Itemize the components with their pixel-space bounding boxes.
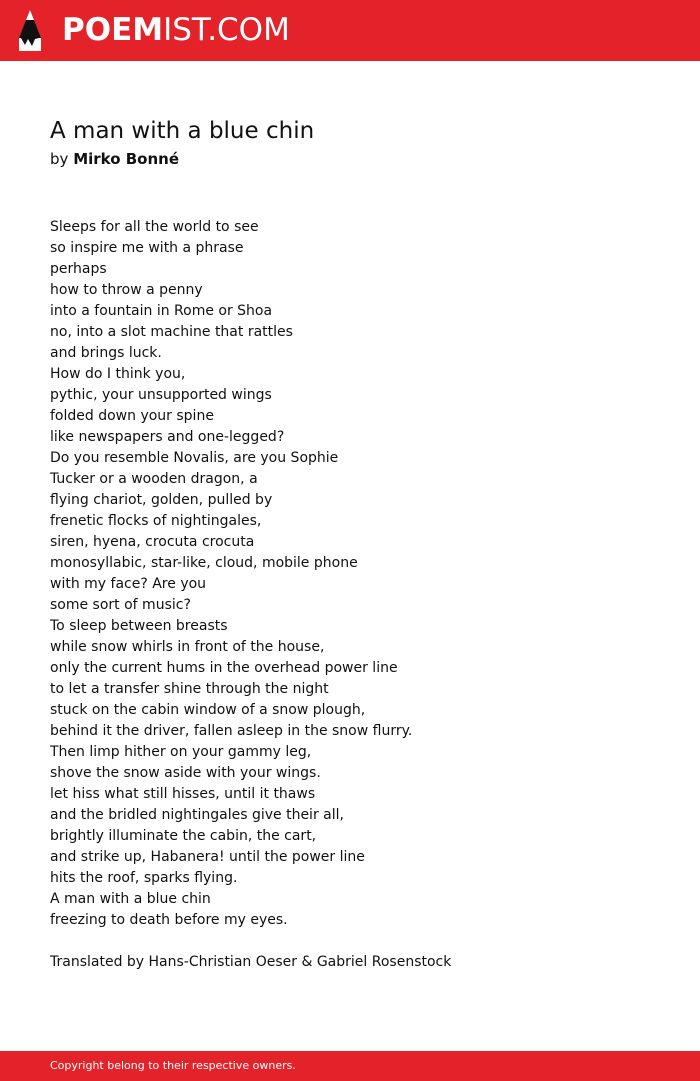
poem-line: and the bridled nightingales give their all,: [50, 807, 344, 823]
poem-line: Then limp hither on your gammy leg,: [50, 744, 312, 760]
poem-line: frenetic flocks of nightingales,: [50, 513, 262, 529]
poem-line: like newspapers and one-legged?: [50, 429, 285, 445]
poem-line: Do you resemble Novalis, are you Sophie: [50, 450, 339, 466]
poem-line: monosyllabic, star-like, cloud, mobile phone: [50, 555, 358, 571]
author-name: Mirko Bonné: [73, 150, 180, 168]
poem-line: brightly illuminate the cabin, the cart,: [50, 828, 317, 844]
poem-line: folded down your spine: [50, 408, 214, 424]
site-logo[interactable]: [62, 11, 290, 49]
poem-line: freezing to death before my eyes.: [50, 912, 288, 928]
poem-line: A man with a blue chin: [50, 891, 211, 907]
poem-line: flying chariot, golden, pulled by: [50, 492, 273, 508]
copyright-notice: Copyright belong to their respective owners.: [50, 1059, 296, 1072]
poem-line: Sleeps for all the world to see: [50, 219, 259, 235]
poem-line: some sort of music?: [50, 597, 191, 613]
poem-line: perhaps: [50, 261, 107, 277]
byline-prefix: by: [50, 150, 69, 168]
poem-body: [50, 217, 670, 931]
poem-line: no, into a slot machine that rattles: [50, 324, 293, 340]
poem-title: A man with a blue chin: [50, 118, 315, 144]
translator-credit: Translated by Hans-Christian Oeser & Gabriel Rosenstock: [50, 954, 452, 970]
poem-line: only the current hums in the overhead power line: [50, 660, 398, 676]
poem-line: shove the snow aside with your wings.: [50, 765, 321, 781]
poem-line: so inspire me with a phrase: [50, 240, 244, 256]
logo-light-text: IST.COM: [163, 12, 290, 48]
poem-line: siren, hyena, crocuta crocuta: [50, 534, 255, 550]
poem-line: and strike up, Habanera! until the power line: [50, 849, 365, 865]
poem-line: How do I think you,: [50, 366, 186, 382]
logo-strong-text: POEM: [62, 12, 164, 48]
poem-line: into a fountain in Rome or Shoa: [50, 303, 273, 319]
poem-line: hits the roof, sparks flying.: [50, 870, 238, 886]
byline: [50, 148, 670, 170]
site-footer: [0, 1051, 700, 1081]
poem-line: let hiss what still hisses, until it thaws: [50, 786, 316, 802]
site-header: [0, 0, 700, 61]
poem-content: [50, 114, 670, 973]
poem-line: stuck on the cabin window of a snow plough,: [50, 702, 366, 718]
poem-line: how to throw a penny: [50, 282, 203, 298]
poem-line: with my face? Are you: [50, 576, 207, 592]
poem-line: and brings luck.: [50, 345, 162, 361]
poem-line: while snow whirls in front of the house,: [50, 639, 325, 655]
poem-line: Tucker or a wooden dragon, a: [50, 471, 258, 487]
poem-line: behind it the driver, fallen asleep in the snow flurry.: [50, 723, 413, 739]
poem-line: pythic, your unsupported wings: [50, 387, 272, 403]
poem-line: To sleep between breasts: [50, 618, 228, 634]
pencil-icon[interactable]: [17, 9, 43, 52]
poem-line: to let a transfer shine through the night: [50, 681, 329, 697]
